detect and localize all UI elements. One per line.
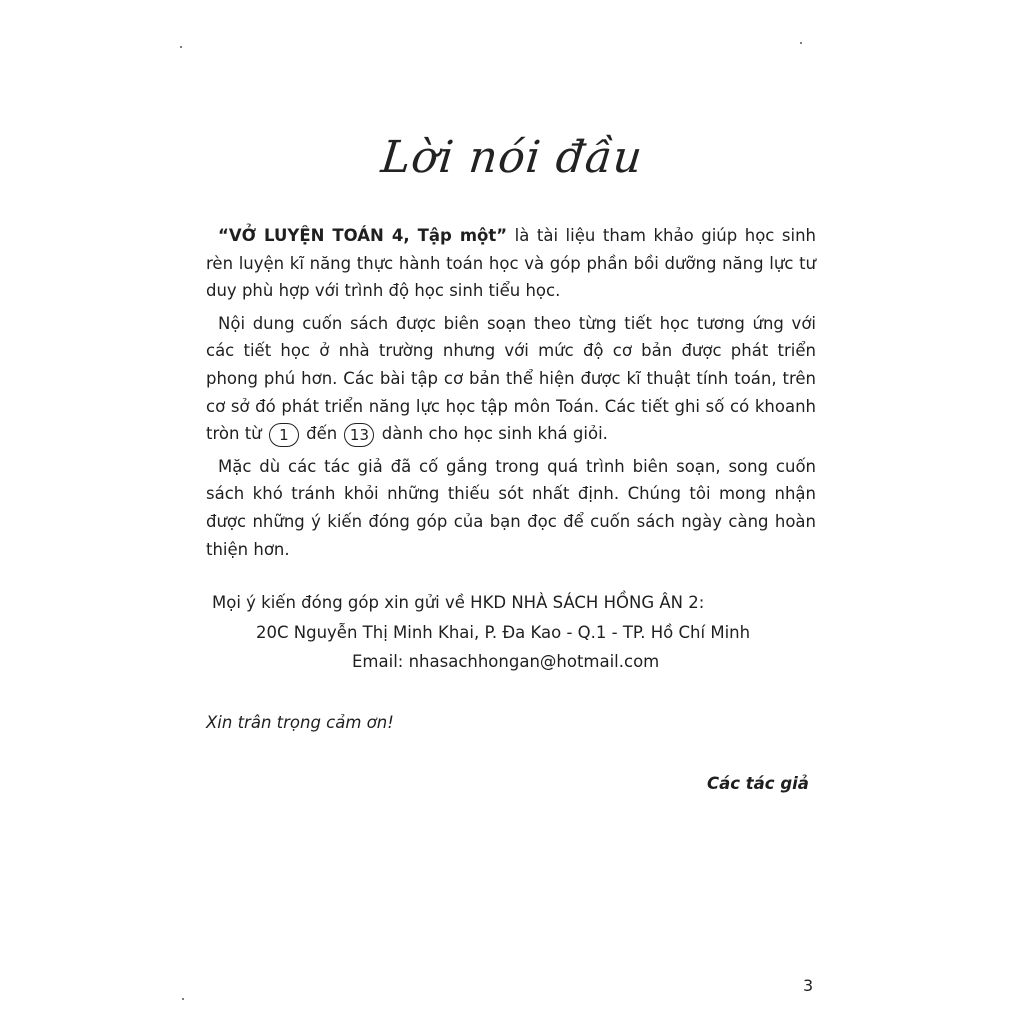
paragraph-content bbox=[206, 310, 816, 448]
scan-speck bbox=[182, 998, 184, 1000]
paragraph-content-middle: đến bbox=[306, 424, 338, 444]
contact-email: Email: nhasachhongan@hotmail.com bbox=[352, 652, 660, 671]
circled-number-end: 13 bbox=[344, 423, 374, 447]
scan-speck bbox=[800, 42, 802, 44]
circled-number-start: 1 bbox=[269, 423, 299, 447]
page-title: Lời nói đầu bbox=[378, 132, 646, 183]
paragraph-content-end: dành cho học sinh khá giỏi. bbox=[381, 424, 608, 444]
contact-intro: Mọi ý kiến đóng góp xin gửi về HKD NHÀ SÁCH HỒNG ÂN 2: bbox=[212, 593, 705, 612]
paragraph-intro bbox=[206, 222, 816, 305]
thanks-line: Xin trân trọng cảm ơn! bbox=[206, 713, 394, 732]
contact-address: 20C Nguyễn Thị Minh Khai, P. Đa Kao - Q.1 - TP. Hồ Chí Minh bbox=[256, 623, 751, 642]
paragraph-content-text: Nội dung cuốn sách được biên soạn theo từng tiết học tương ứng với các tiết học ở nhà trường nhưng với mức độ cơ bản được phát triển phong phú hơn. Các bài tập cơ bản thể hiện được kĩ thuật tính toán, trên cơ sở đó phát triển năng lực học tập môn Toán. Các tiết ghi số có khoanh tròn từ bbox=[206, 313, 816, 444]
preface-body bbox=[206, 222, 816, 563]
paragraph-intro-text: là tài liệu tham khảo giúp học sinh rèn luyện kĩ năng thực hành toán học và góp phần bồi dưỡng năng lực tư duy phù hợp với trình độ học sinh tiểu học. bbox=[206, 226, 816, 301]
scan-speck bbox=[180, 46, 182, 48]
signature: Các tác giả bbox=[707, 774, 809, 793]
paragraph-apology: Mặc dù các tác giả đã cố gắng trong quá trình biên soạn, song cuốn sách khó tránh khỏi những thiếu sót nhất định. Chúng tôi mong nhận được những ý kiến đóng góp của bạn đọc để cuốn sách ngày càng hoàn thiện hơn. bbox=[206, 456, 816, 559]
book-title-bold: “VỞ LUYỆN TOÁN 4, Tập một” bbox=[218, 226, 508, 245]
page-number: 3 bbox=[803, 976, 814, 995]
